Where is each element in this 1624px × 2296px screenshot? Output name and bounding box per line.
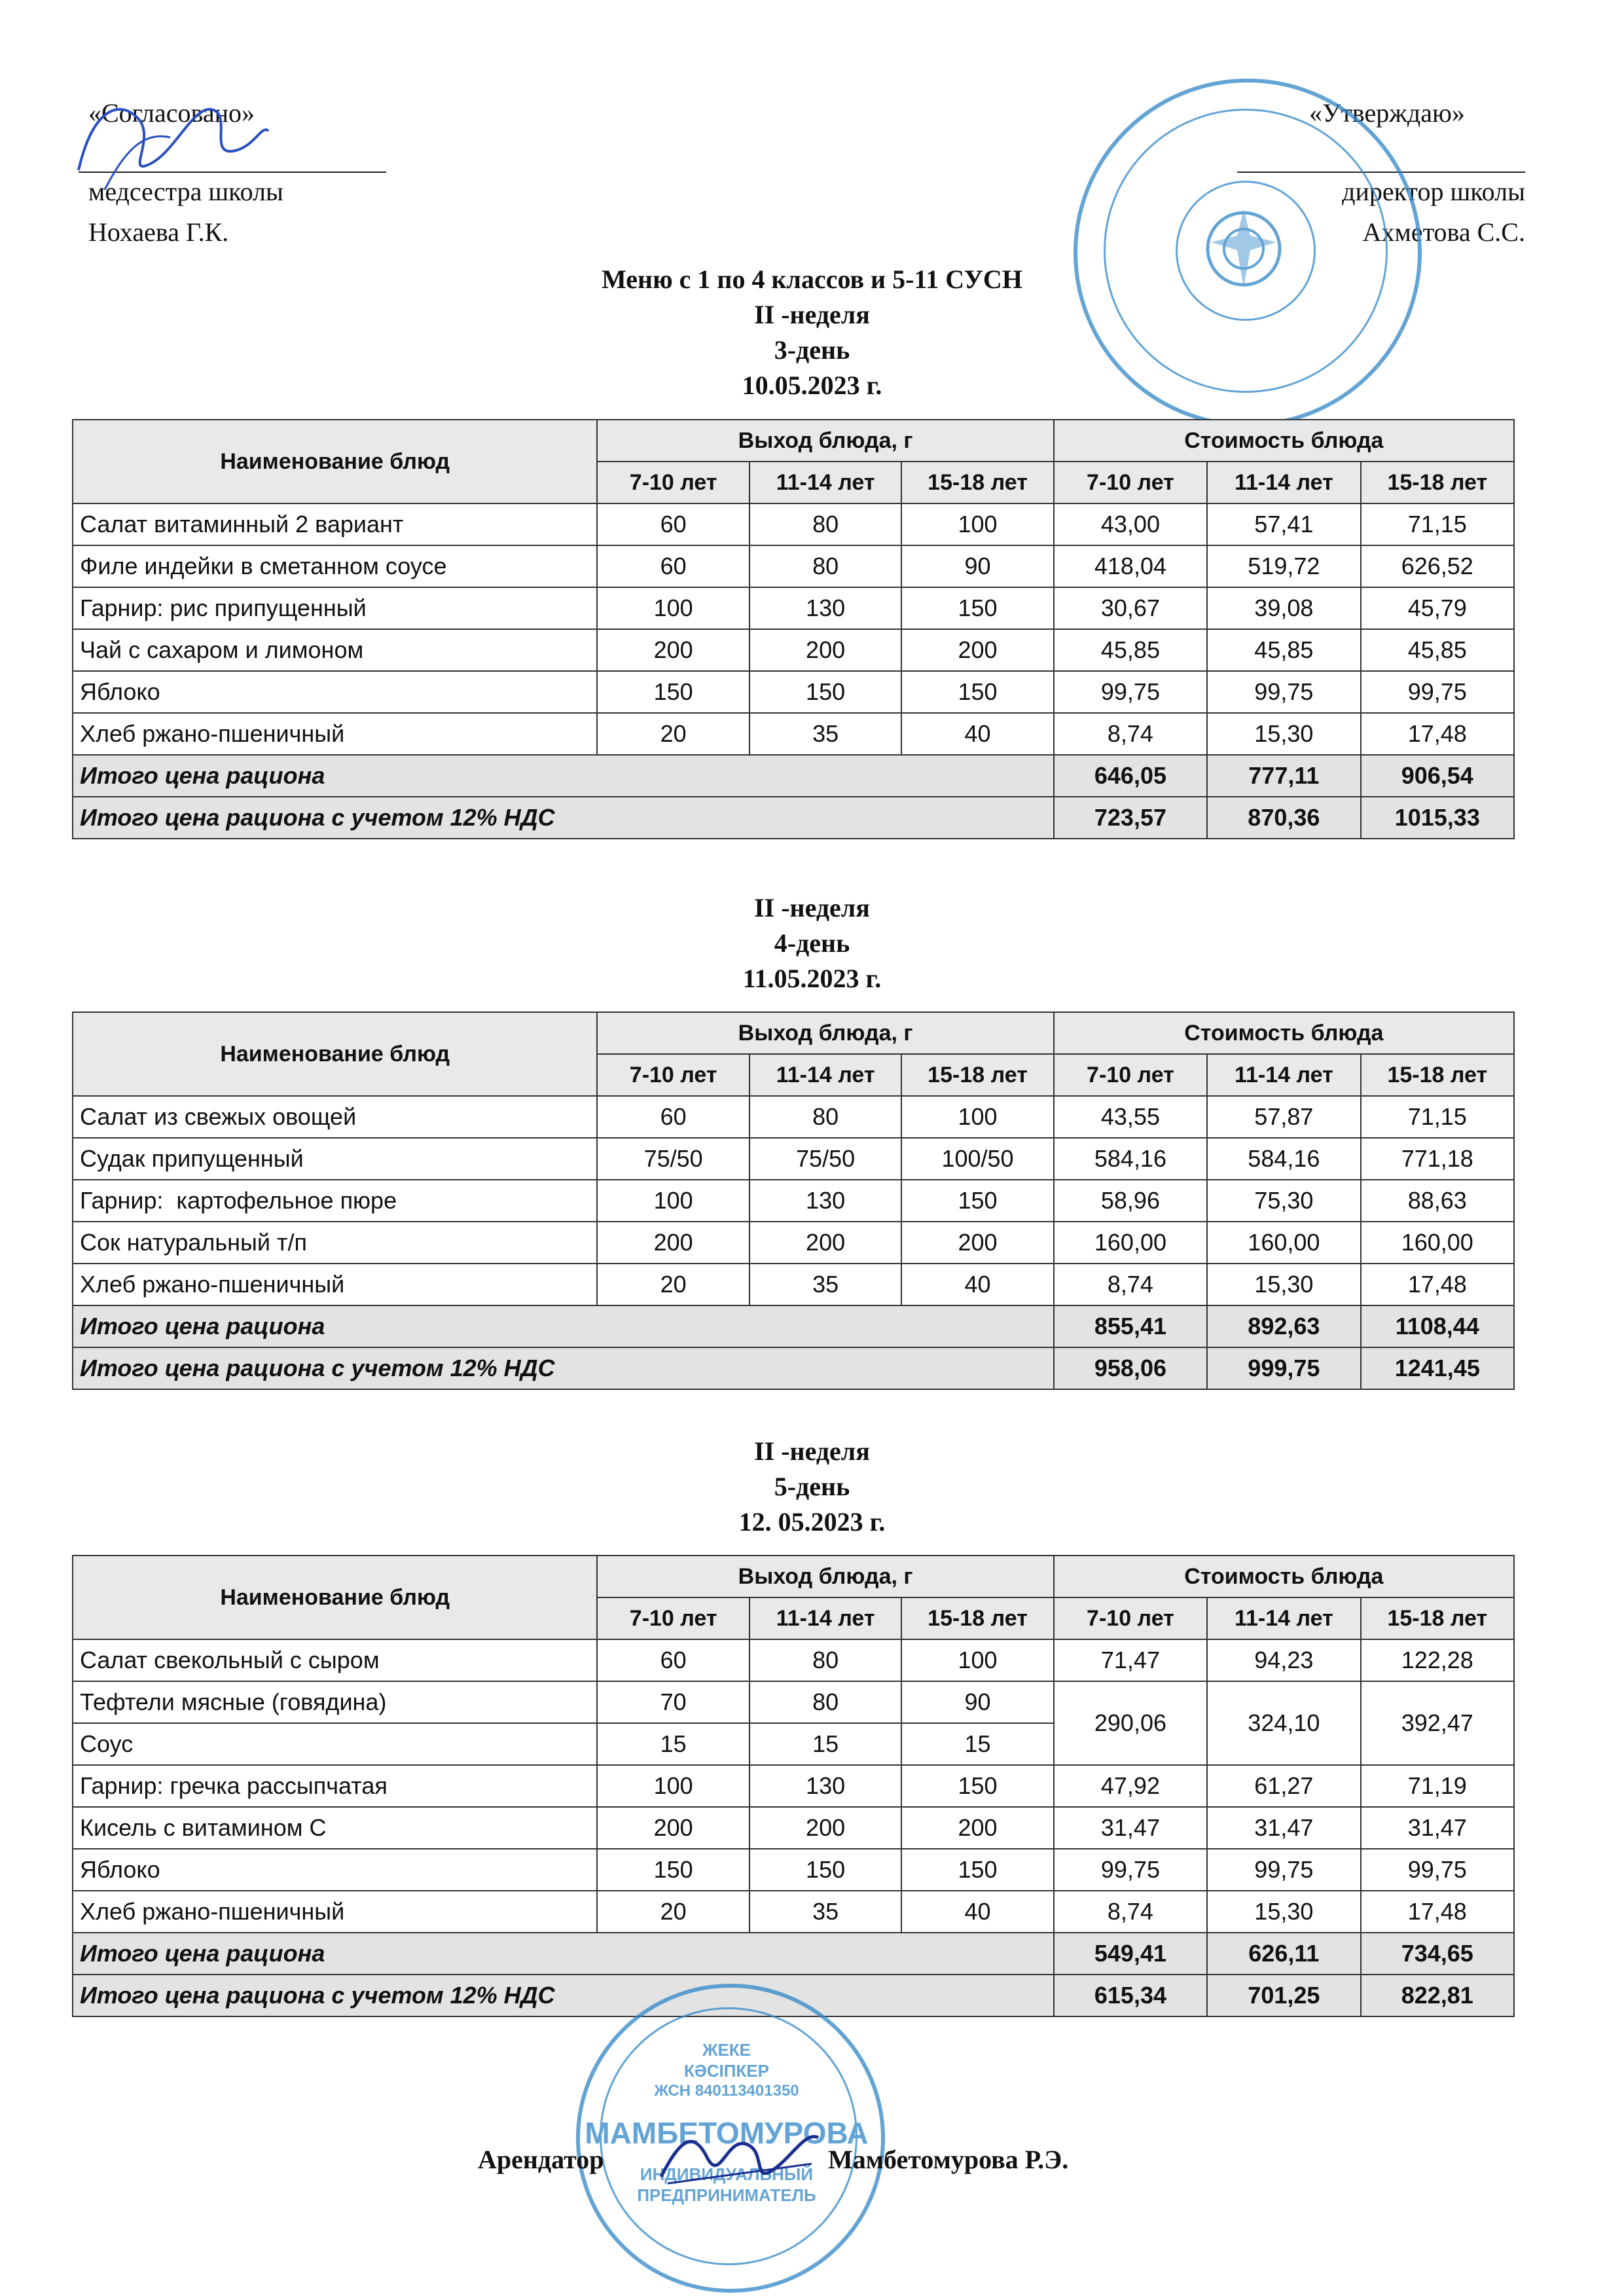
yield-cell: 200 [749,629,901,671]
cost-cell: 122,28 [1361,1639,1514,1681]
table-row [73,1681,1514,1723]
approval-left-label: «Согласовано» [88,98,255,128]
yield-cell: 15 [901,1723,1053,1765]
cost-cell: 17,48 [1361,713,1514,755]
yield-cell: 40 [901,1891,1053,1933]
header-age: 7-10 лет [1054,462,1207,503]
yield-cell: 35 [749,713,901,755]
yield-cell: 100 [597,1180,749,1222]
vat-total-cost: 615,34 [1054,1975,1207,2016]
vat-total-cost: 958,06 [1054,1347,1207,1389]
yield-cell: 20 [597,1264,749,1305]
yield-cell: 75/50 [597,1138,749,1180]
yield-cell: 60 [597,545,749,587]
cost-cell: 99,75 [1054,671,1207,713]
cost-cell: 15,30 [1207,1891,1360,1933]
header-name: Наименование блюд [73,1556,597,1639]
stamp-line: МАМБЕТОМУРОВА [585,2116,869,2150]
cost-cell: 8,74 [1054,1891,1207,1933]
total-label: Итого цена рациона [73,1933,1054,1975]
day-4-header [0,890,1624,996]
table-row [73,713,1514,755]
dish-name: Соус [73,1723,597,1765]
yield-cell: 150 [597,671,749,713]
vat-total-cost: 1241,45 [1361,1347,1514,1389]
cost-cell: 584,16 [1207,1138,1360,1180]
table-row [73,1807,1514,1849]
cost-cell: 99,75 [1361,1849,1514,1891]
menu-title-block [0,262,1624,403]
vat-total-row [73,1347,1514,1389]
yield-cell: 90 [901,1681,1053,1723]
header-age: 15-18 лет [1361,1597,1514,1639]
yield-cell: 150 [597,1849,749,1891]
yield-cell: 150 [749,1849,901,1891]
date-label-3: 12. 05.2023 г. [738,1507,886,1537]
yield-cell: 60 [597,1096,749,1138]
approval-right-label: «Утверждаю» [1309,98,1465,128]
cost-cell: 43,55 [1054,1096,1207,1138]
total-cost: 855,41 [1054,1305,1207,1347]
dish-name: Хлеб ржано-пшеничный [73,1264,597,1305]
vat-total-cost: 701,25 [1207,1975,1360,2016]
approval-left-position: медсестра школы [88,177,283,206]
week-label-2: II -неделя [754,893,870,922]
vat-total-cost: 870,36 [1207,797,1360,839]
table-row [73,629,1514,671]
total-cost: 906,54 [1361,755,1514,797]
cost-cell-merged: 392,47 [1361,1681,1514,1765]
table-row [73,1765,1514,1807]
header-age: 7-10 лет [1054,1054,1207,1096]
cost-cell: 45,79 [1361,587,1514,629]
yield-cell: 75/50 [749,1138,901,1180]
stamp-line: ЖСН 840113401350 [654,2082,799,2100]
total-cost: 777,11 [1207,755,1360,797]
cost-cell: 626,52 [1361,545,1514,587]
yield-cell: 150 [901,1849,1053,1891]
yield-cell: 150 [901,1765,1053,1807]
yield-cell: 130 [749,1765,901,1807]
header-age: 7-10 лет [1054,1597,1207,1639]
header-age: 15-18 лет [1361,462,1514,503]
table-row [73,503,1514,545]
total-cost: 1108,44 [1361,1305,1514,1347]
header-age: 11-14 лет [1207,462,1360,503]
cost-cell: 47,92 [1054,1765,1207,1807]
day-5-header [0,1434,1624,1540]
yield-cell: 20 [597,713,749,755]
header-cost: Стоимость блюда [1054,1012,1514,1054]
dish-name: Хлеб ржано-пшеничный [73,713,597,755]
yield-cell: 150 [901,671,1053,713]
header-age: 15-18 лет [1361,1054,1514,1096]
cost-cell: 99,75 [1207,671,1360,713]
total-label: Итого цена рациона [73,1305,1054,1347]
cost-cell: 15,30 [1207,1264,1360,1305]
day-label-1: 3-день [774,335,850,365]
approval-right-position: директор школы [1342,177,1525,206]
header-age: 11-14 лет [749,462,901,503]
cost-cell: 57,41 [1207,503,1360,545]
vat-total-cost: 999,75 [1207,1347,1360,1389]
cost-cell: 57,87 [1207,1096,1360,1138]
cost-cell: 94,23 [1207,1639,1360,1681]
total-cost: 549,41 [1054,1933,1207,1975]
menu-table-day-4 [72,1011,1515,1390]
table-row [73,1849,1514,1891]
dish-name: Чай с сахаром и лимоном [73,629,597,671]
yield-cell: 80 [749,545,901,587]
yield-cell: 200 [597,1807,749,1849]
cost-cell: 45,85 [1207,629,1360,671]
yield-cell: 80 [749,1096,901,1138]
yield-cell: 70 [597,1681,749,1723]
dish-name: Сок натуральный т/п [73,1222,597,1264]
yield-cell: 35 [749,1891,901,1933]
dish-name: Салат витаминный 2 вариант [73,503,597,545]
header-yield: Выход блюда, г [597,420,1053,462]
header-age: 11-14 лет [749,1054,901,1096]
yield-cell: 90 [901,545,1053,587]
cost-cell: 71,47 [1054,1639,1207,1681]
vat-total-label: Итого цена рациона с учетом 12% НДС [73,1975,1054,2016]
yield-cell: 60 [597,1639,749,1681]
yield-cell: 100 [901,1639,1053,1681]
dish-name: Гарнир: картофельное пюре [73,1180,597,1222]
cost-cell: 31,47 [1207,1807,1360,1849]
cost-cell: 45,85 [1361,629,1514,671]
menu-title: Меню с 1 по 4 классов и 5-11 СУСН [602,264,1022,294]
table-row [73,1264,1514,1305]
vat-total-label: Итого цена рациона с учетом 12% НДС [73,797,1054,839]
stamp-line: ЖЕКЕ [702,2040,751,2060]
cost-cell: 71,15 [1361,1096,1514,1138]
day-label-3: 5-день [774,1472,850,1501]
cost-cell: 17,48 [1361,1891,1514,1933]
yield-cell: 20 [597,1891,749,1933]
header-name: Наименование блюд [73,420,597,503]
yield-cell: 200 [901,1807,1053,1849]
yield-cell: 15 [749,1723,901,1765]
date-label-2: 11.05.2023 г. [742,964,882,993]
cost-cell: 160,00 [1207,1222,1360,1264]
table-row [73,1138,1514,1180]
yield-cell: 130 [749,1180,901,1222]
yield-cell: 150 [749,671,901,713]
cost-cell: 45,85 [1054,629,1207,671]
yield-cell: 200 [901,629,1053,671]
week-label-1: II -неделя [754,300,870,329]
footer-role: Арендатор [478,2145,604,2174]
vat-total-cost: 822,81 [1361,1975,1514,2016]
yield-cell: 150 [901,1180,1053,1222]
dish-name: Яблоко [73,1849,597,1891]
dish-name: Тефтели мясные (говядина) [73,1681,597,1723]
cost-cell: 8,74 [1054,1264,1207,1305]
cost-cell: 75,30 [1207,1180,1360,1222]
table-row [73,587,1514,629]
header-cost: Стоимость блюда [1054,1556,1514,1597]
header-age: 7-10 лет [597,1597,749,1639]
dish-name: Гарнир: рис припущенный [73,587,597,629]
yield-cell: 100 [901,503,1053,545]
header-name: Наименование блюд [73,1012,597,1096]
yield-cell: 40 [901,1264,1053,1305]
yield-cell: 200 [901,1222,1053,1264]
header-yield: Выход блюда, г [597,1012,1053,1054]
cost-cell: 30,67 [1054,587,1207,629]
footer-person: Мамбетомурова Р.Э. [828,2145,1069,2174]
vat-total-cost: 1015,33 [1361,797,1514,839]
cost-cell: 88,63 [1361,1180,1514,1222]
total-cost: 892,63 [1207,1305,1360,1347]
vat-total-label: Итого цена рациона с учетом 12% НДС [73,1347,1054,1389]
stamp-line: ПРЕДПРИНИМАТЕЛЬ [637,2185,816,2205]
dish-name: Гарнир: гречка рассыпчатая [73,1765,597,1807]
tenant-signature [655,2111,825,2196]
yield-cell: 80 [749,1639,901,1681]
cost-cell: 99,75 [1361,671,1514,713]
dish-name: Хлеб ржано-пшеничный [73,1891,597,1933]
table-row [73,1096,1514,1138]
menu-table-day-5 [72,1555,1515,2017]
header-age: 11-14 лет [1207,1597,1360,1639]
yield-cell: 80 [749,1681,901,1723]
cost-cell: 99,75 [1207,1849,1360,1891]
header-age: 11-14 лет [1207,1054,1360,1096]
stamp-line: КӘСІПКЕР [684,2061,769,2081]
cost-cell: 519,72 [1207,545,1360,587]
cost-cell: 58,96 [1054,1180,1207,1222]
cost-cell: 71,15 [1361,503,1514,545]
cost-cell: 71,19 [1361,1765,1514,1807]
total-label: Итого цена рациона [73,755,1054,797]
total-cost: 646,05 [1054,755,1207,797]
table-row [73,1639,1514,1681]
cost-cell: 160,00 [1054,1222,1207,1264]
dish-name: Судак припущенный [73,1138,597,1180]
menu-table-day-3 [72,419,1515,839]
yield-cell: 60 [597,503,749,545]
total-row [73,1305,1514,1347]
header-age: 7-10 лет [597,462,749,503]
table-row [73,1222,1514,1264]
cost-cell: 8,74 [1054,713,1207,755]
nurse-signature [65,72,275,203]
dish-name: Салат свекольный с сыром [73,1639,597,1681]
cost-cell: 584,16 [1054,1138,1207,1180]
vat-total-row [73,797,1514,839]
cost-cell: 31,47 [1054,1807,1207,1849]
header-age: 15-18 лет [901,1597,1053,1639]
cost-cell: 418,04 [1054,545,1207,587]
table-row [73,671,1514,713]
approval-right-person: Ахметова С.С. [1362,217,1525,247]
yield-cell: 35 [749,1264,901,1305]
cost-cell: 160,00 [1361,1222,1514,1264]
total-cost: 626,11 [1207,1933,1360,1975]
table-row [73,545,1514,587]
vat-total-cost: 723,57 [1054,797,1207,839]
yield-cell: 100 [597,587,749,629]
week-label-3: II -неделя [754,1436,870,1466]
yield-cell: 200 [597,1222,749,1264]
dish-name: Яблоко [73,671,597,713]
cost-cell-merged: 324,10 [1207,1681,1360,1765]
header-cost: Стоимость блюда [1054,420,1514,462]
yield-cell: 100 [901,1096,1053,1138]
date-label-1: 10.05.2023 г. [742,371,882,400]
stamp-line: ИНДИВИДУАЛЬНЫЙ [640,2164,814,2184]
cost-cell-merged: 290,06 [1054,1681,1207,1765]
cost-cell: 43,00 [1054,503,1207,545]
cost-cell: 15,30 [1207,713,1360,755]
cost-cell: 61,27 [1207,1765,1360,1807]
yield-cell: 80 [749,503,901,545]
cost-cell: 31,47 [1361,1807,1514,1849]
day-label-2: 4-день [774,928,850,958]
yield-cell: 130 [749,587,901,629]
header-age: 15-18 лет [901,462,1053,503]
cost-cell: 771,18 [1361,1138,1514,1180]
total-row [73,755,1514,797]
yield-cell: 40 [901,713,1053,755]
dish-name: Кисель с витамином С [73,1807,597,1849]
yield-cell: 200 [749,1222,901,1264]
table-row [73,1891,1514,1933]
approval-left-person: Нохаева Г.К. [88,217,229,247]
total-row [73,1933,1514,1975]
yield-cell: 100 [597,1765,749,1807]
header-age: 15-18 лет [901,1054,1053,1096]
dish-name: Салат из свежых овощей [73,1096,597,1138]
cost-cell: 39,08 [1207,587,1360,629]
yield-cell: 100/50 [901,1138,1053,1180]
header-age: 7-10 лет [597,1054,749,1096]
yield-cell: 200 [749,1807,901,1849]
yield-cell: 150 [901,587,1053,629]
header-yield: Выход блюда, г [597,1556,1053,1597]
cost-cell: 17,48 [1361,1264,1514,1305]
table-row [73,1180,1514,1222]
cost-cell: 99,75 [1054,1849,1207,1891]
total-cost: 734,65 [1361,1933,1514,1975]
yield-cell: 15 [597,1723,749,1765]
header-age: 11-14 лет [749,1597,901,1639]
yield-cell: 200 [597,629,749,671]
dish-name: Филе индейки в сметанном соусе [73,545,597,587]
